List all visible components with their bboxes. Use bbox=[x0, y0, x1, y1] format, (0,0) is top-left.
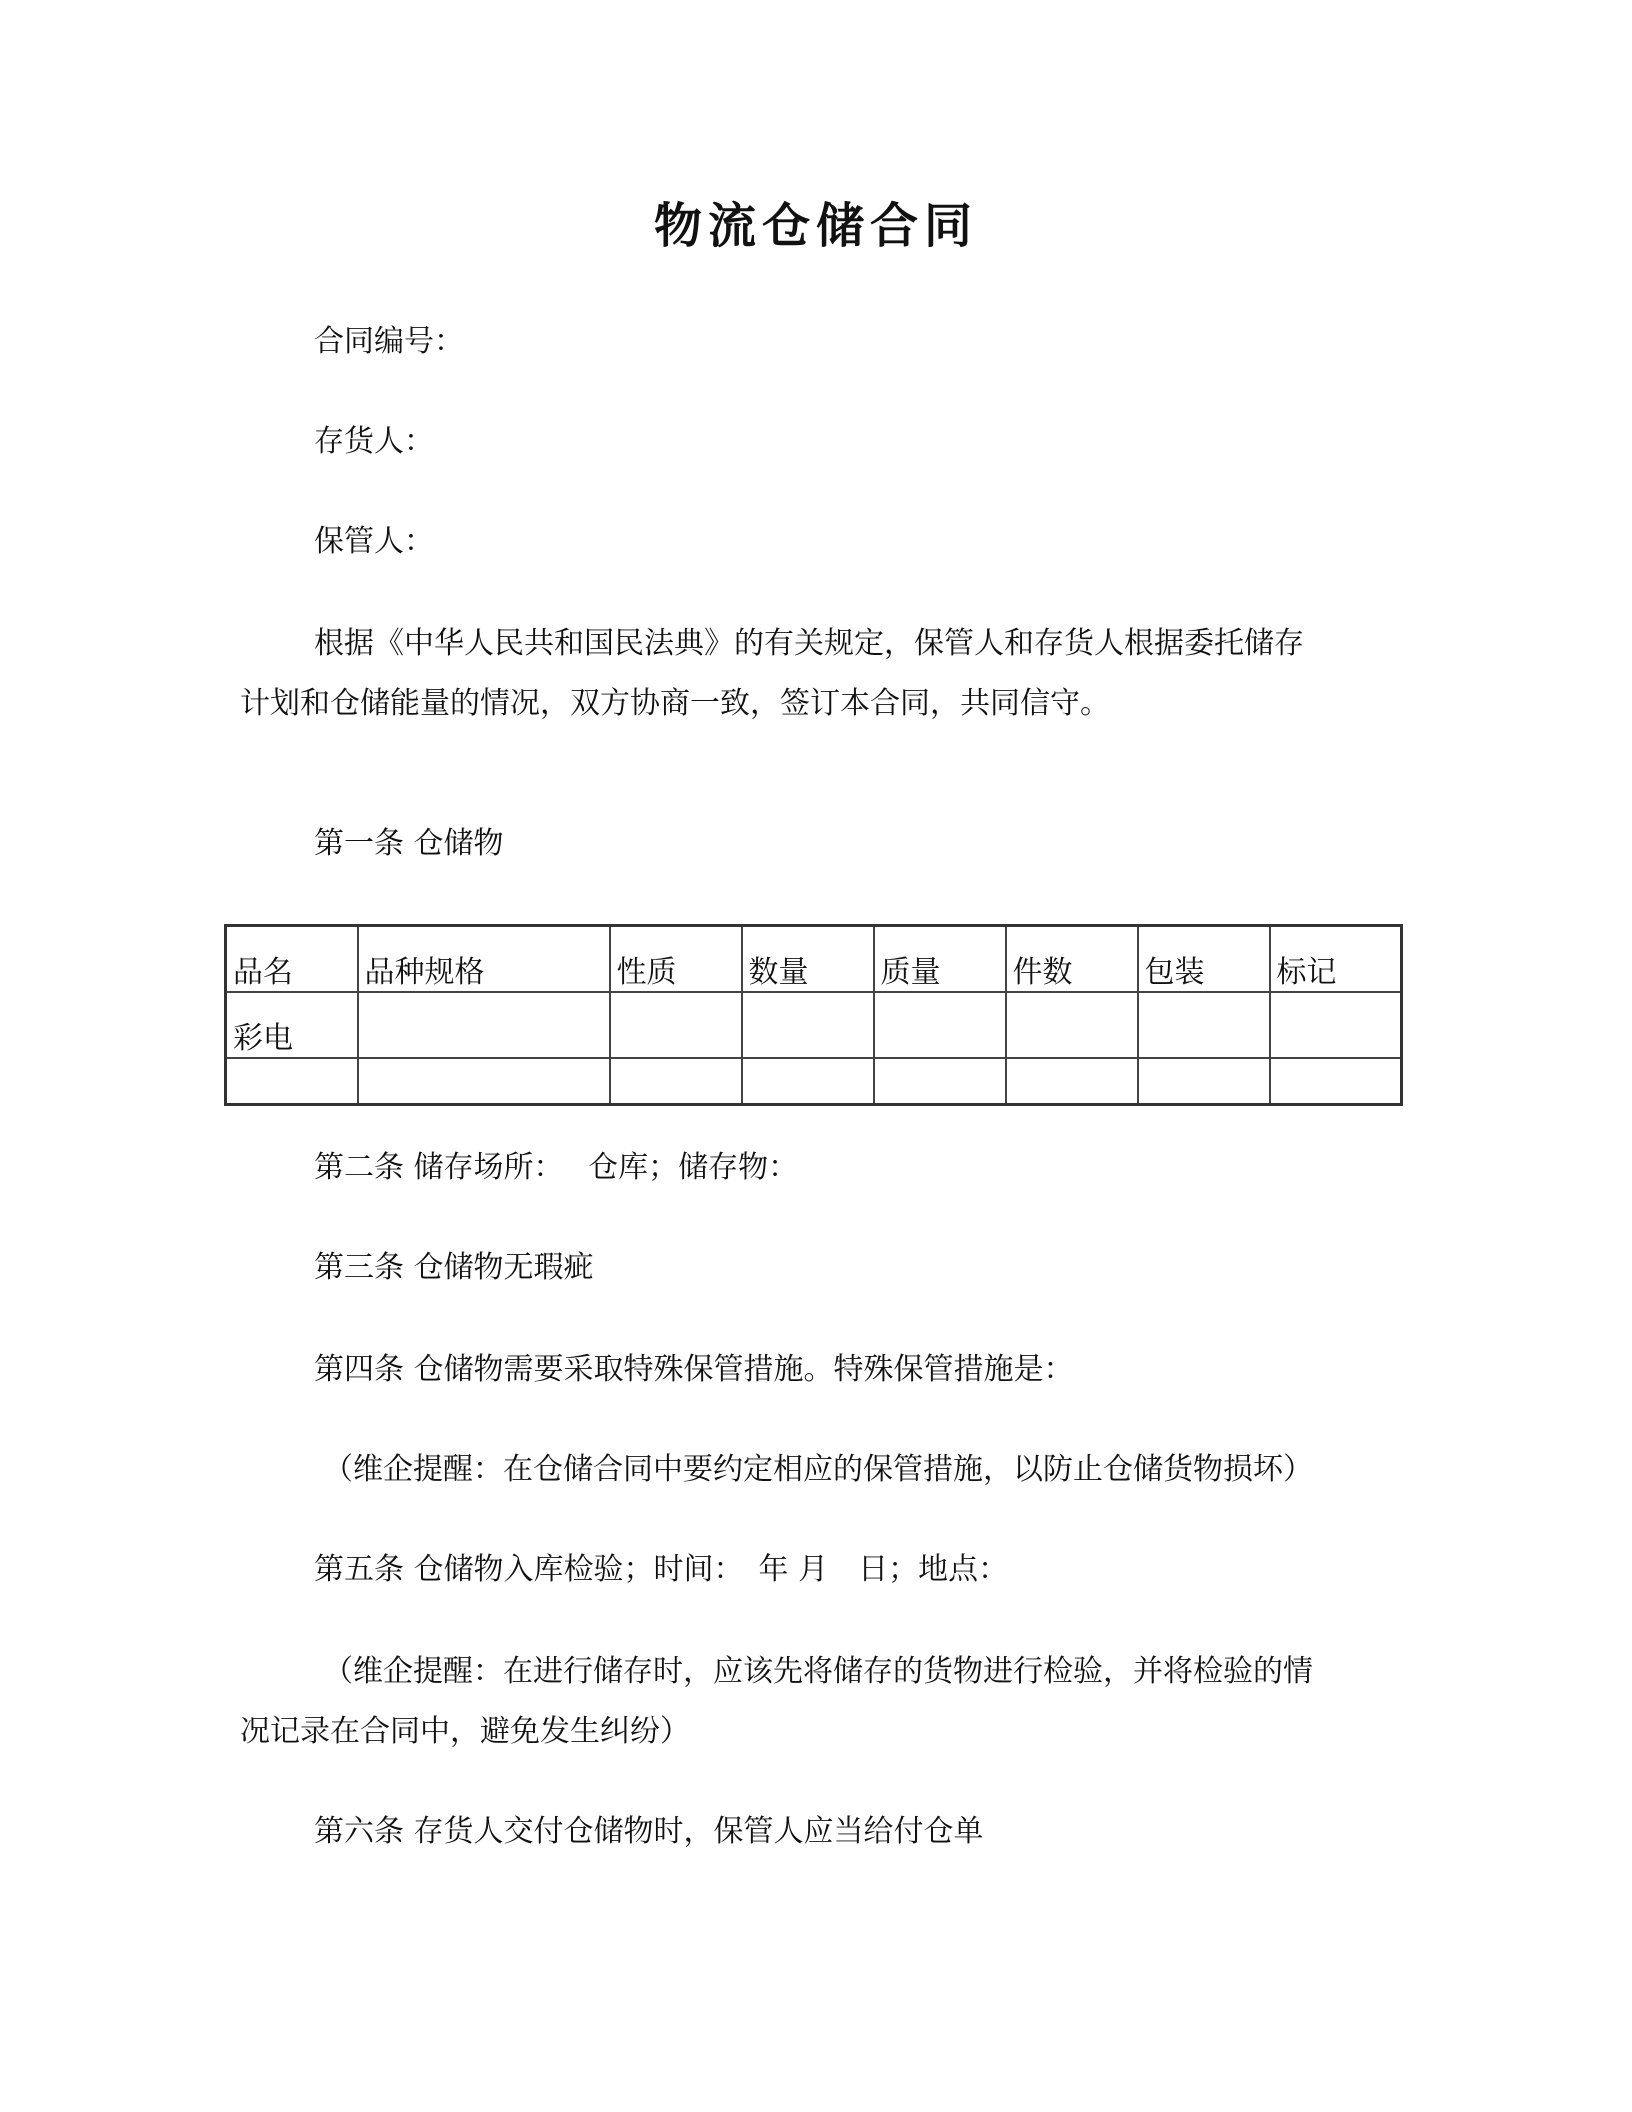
table-cell bbox=[358, 1058, 610, 1105]
goods-table bbox=[224, 924, 1403, 1106]
table-cell bbox=[610, 992, 742, 1058]
article-6: 第六条 存货人交付仓储物时，保管人应当给付仓单 bbox=[314, 1814, 984, 1849]
table-cell bbox=[610, 1058, 742, 1105]
header-cell-name: 品名 bbox=[226, 926, 358, 993]
preamble-line-2: 计划和仓储能量的情况，双方协商一致，签订本合同，共同信守。 bbox=[240, 686, 1110, 721]
article-3: 第三条 仓储物无瑕疵 bbox=[314, 1250, 594, 1285]
table-cell bbox=[874, 1058, 1006, 1105]
table-cell: 彩电 bbox=[226, 992, 358, 1058]
table-cell bbox=[742, 1058, 874, 1105]
table-cell bbox=[1270, 992, 1402, 1058]
table-row bbox=[226, 992, 1402, 1058]
article-5: 第五条 仓储物入库检验；时间： 年 月 日；地点： bbox=[314, 1552, 1009, 1587]
page-title: 物流仓储合同 bbox=[653, 198, 978, 254]
reminder-2-line-1: （维企提醒：在进行储存时，应该先将储存的货物进行检验，并将检验的情 bbox=[323, 1654, 1313, 1689]
table-cell bbox=[358, 992, 610, 1058]
article-4: 第四条 仓储物需要采取特殊保管措施。特殊保管措施是： bbox=[314, 1352, 1074, 1387]
table-cell bbox=[1270, 1058, 1402, 1105]
table-cell bbox=[226, 1058, 358, 1105]
article-1-heading: 第一条 仓储物 bbox=[314, 826, 504, 861]
header-cell-pieces: 件数 bbox=[1006, 926, 1138, 993]
custodian-label: 保管人： bbox=[314, 524, 434, 559]
table-row bbox=[226, 1058, 1402, 1105]
preamble-line-1: 根据《中华人民共和国民法典》的有关规定，保管人和存货人根据委托储存 bbox=[314, 626, 1304, 661]
header-cell-packaging: 包装 bbox=[1138, 926, 1270, 993]
table-cell bbox=[1138, 1058, 1270, 1105]
article-2: 第二条 储存场所： 仓库；储存物： bbox=[314, 1150, 799, 1185]
reminder-1: （维企提醒：在仓储合同中要约定相应的保管措施，以防止仓储货物损坏） bbox=[323, 1452, 1313, 1487]
header-cell-nature: 性质 bbox=[610, 926, 742, 993]
header-cell-spec: 品种规格 bbox=[358, 926, 610, 993]
header-cell-marking: 标记 bbox=[1270, 926, 1402, 993]
table-cell bbox=[1006, 992, 1138, 1058]
header-cell-quality: 质量 bbox=[874, 926, 1006, 993]
header-cell-quantity: 数量 bbox=[742, 926, 874, 993]
table-cell bbox=[1006, 1058, 1138, 1105]
depositor-label: 存货人： bbox=[314, 424, 434, 459]
contract-number-label: 合同编号： bbox=[314, 324, 464, 359]
goods-table-wrapper bbox=[224, 924, 1400, 1106]
table-cell bbox=[874, 992, 1006, 1058]
table-cell bbox=[742, 992, 874, 1058]
table-cell bbox=[1138, 992, 1270, 1058]
goods-table-header-row bbox=[226, 926, 1402, 993]
reminder-2-line-2: 况记录在合同中，避免发生纠纷） bbox=[240, 1714, 690, 1749]
